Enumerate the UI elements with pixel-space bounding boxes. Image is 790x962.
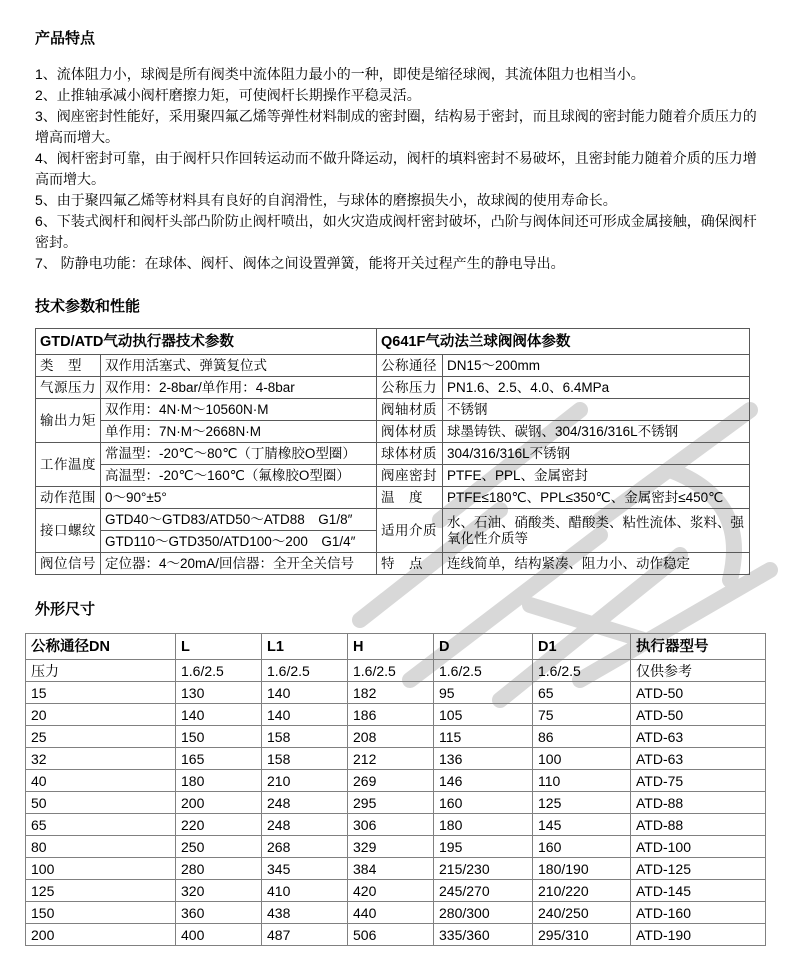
tech-section-title: 技术参数和性能 — [35, 298, 141, 315]
row-label-cell: 输出力矩 — [36, 399, 101, 443]
dim-cell: 208 — [348, 726, 434, 748]
tech-params-table — [35, 328, 750, 575]
dim-cell: 295/310 — [533, 924, 631, 946]
dim-cell: 130 — [176, 682, 262, 704]
dim-cell: ATD-75 — [631, 770, 766, 792]
dim-cell: 146 — [434, 770, 533, 792]
dim-cell: 360 — [176, 902, 262, 924]
value-cell: 双作用：4N·M～10560N·M — [101, 399, 377, 421]
dim-cell: 195 — [434, 836, 533, 858]
table-row — [26, 902, 766, 924]
dim-cell: 384 — [348, 858, 434, 880]
value-cell: 单作用：7N·M～2668N·M — [101, 421, 377, 443]
feature-item: 3、阀座密封性能好，采用聚四氟乙烯等弹性材料制成的密封圈，结构易于密封，而且球阀的密封能力随着介质压力的增高而增大。 — [35, 108, 757, 145]
dim-cell: ATD-100 — [631, 836, 766, 858]
table-row — [26, 792, 766, 814]
pressure-cell: 1.6/2.5 — [176, 660, 262, 682]
column-header: H — [348, 634, 434, 660]
table-row — [26, 682, 766, 704]
dim-cell: 248 — [262, 792, 348, 814]
dim-cell: 150 — [176, 726, 262, 748]
dim-cell: 212 — [348, 748, 434, 770]
dim-cell: 280/300 — [434, 902, 533, 924]
table-header-cell: GTD/ATD气动执行器技术参数 — [36, 329, 377, 355]
dim-cell: 245/270 — [434, 880, 533, 902]
dim-cell: 306 — [348, 814, 434, 836]
dim-cell: 329 — [348, 836, 434, 858]
value-cell: 不锈钢 — [443, 399, 750, 421]
row-label-cell: 阀体材质 — [377, 421, 443, 443]
dim-cell: 125 — [533, 792, 631, 814]
table-row — [26, 814, 766, 836]
pressure-cell: 仅供参考 — [631, 660, 766, 682]
dim-cell: 105 — [434, 704, 533, 726]
dim-cell: 180 — [176, 770, 262, 792]
dim-cell: ATD-63 — [631, 726, 766, 748]
dim-cell: 440 — [348, 902, 434, 924]
dn-cell: 100 — [26, 858, 176, 880]
dim-cell: 140 — [176, 704, 262, 726]
row-label-cell: 工作温度 — [36, 443, 101, 487]
dim-cell: 487 — [262, 924, 348, 946]
dim-cell: 140 — [262, 704, 348, 726]
dim-cell: 220 — [176, 814, 262, 836]
value-cell: 高温型：-20℃～160℃（氟橡胶O型圈） — [101, 465, 377, 487]
dim-cell: 100 — [533, 748, 631, 770]
table-header-row — [26, 634, 766, 660]
column-header: D1 — [533, 634, 631, 660]
dim-cell: ATD-50 — [631, 682, 766, 704]
table-row — [26, 770, 766, 792]
table-row — [26, 704, 766, 726]
dim-cell: 295 — [348, 792, 434, 814]
dn-cell: 15 — [26, 682, 176, 704]
dim-cell: ATD-88 — [631, 814, 766, 836]
dim-cell: ATD-63 — [631, 748, 766, 770]
value-cell: 球墨铸铁、碳钢、304/316/316L不锈钢 — [443, 421, 750, 443]
row-label-cell: 气源压力 — [36, 377, 101, 399]
pressure-cell: 1.6/2.5 — [348, 660, 434, 682]
feature-item: 5、由于聚四氟乙烯等材料具有良好的自润滑性，与球体的磨擦损失小，故球阀的使用寿命长。 — [35, 192, 617, 208]
dim-cell: ATD-145 — [631, 880, 766, 902]
dn-cell: 32 — [26, 748, 176, 770]
dim-cell: 158 — [262, 726, 348, 748]
table-row — [26, 858, 766, 880]
table-row — [26, 726, 766, 748]
feature-item: 7、 防静电功能：在球体、阀杆、阀体之间设置弹簧，能将开关过程产生的静电导出。 — [35, 255, 565, 271]
pressure-cell: 1.6/2.5 — [262, 660, 348, 682]
table-row — [36, 487, 750, 509]
value-cell: 双作用：2-8bar/单作用：4-8bar — [101, 377, 377, 399]
features-list — [35, 64, 760, 274]
dim-cell: 165 — [176, 748, 262, 770]
dim-cell: ATD-125 — [631, 858, 766, 880]
table-row — [36, 465, 750, 487]
features-section-title: 产品特点 — [35, 30, 96, 47]
dim-cell: 335/360 — [434, 924, 533, 946]
row-label-cell: 球体材质 — [377, 443, 443, 465]
column-header: 公称通径DN — [26, 634, 176, 660]
table-header-row — [36, 329, 750, 355]
dim-cell: 200 — [176, 792, 262, 814]
dim-cell: 410 — [262, 880, 348, 902]
dim-cell: 180/190 — [533, 858, 631, 880]
pressure-row — [26, 660, 766, 682]
dim-cell: 110 — [533, 770, 631, 792]
column-header: D — [434, 634, 533, 660]
dim-cell: 160 — [533, 836, 631, 858]
dn-cell: 80 — [26, 836, 176, 858]
dn-cell: 125 — [26, 880, 176, 902]
value-cell: GTD110～GTD350/ATD100～200 G1/4″ — [101, 531, 377, 553]
column-header: L1 — [262, 634, 348, 660]
feature-item: 6、下装式阀杆和阀杆头部凸阶防止阀杆喷出，如火灾造成阀杆密封破坏，凸阶与阀体间还可形成金属接触，确保阀杆密封。 — [35, 213, 757, 250]
dim-cell: 438 — [262, 902, 348, 924]
dn-cell: 200 — [26, 924, 176, 946]
dim-cell: 160 — [434, 792, 533, 814]
dim-cell: 180 — [434, 814, 533, 836]
value-cell: GTD40～GTD83/ATD50～ATD88 G1/8″ — [101, 509, 377, 531]
table-row — [26, 880, 766, 902]
dim-cell: ATD-190 — [631, 924, 766, 946]
dim-cell: 400 — [176, 924, 262, 946]
table-row — [36, 355, 750, 377]
dim-cell: ATD-160 — [631, 902, 766, 924]
value-cell: 连线简单，结构紧凑、阻力小、动作稳定 — [443, 553, 750, 575]
dim-cell: 75 — [533, 704, 631, 726]
value-cell: 双作用活塞式、弹簧复位式 — [101, 355, 377, 377]
table-row — [26, 924, 766, 946]
feature-item: 4、阀杆密封可靠，由于阀杆只作回转运动而不做升降运动，阀杆的填料密封不易破坏，且密封能力随着介质的压力增高而增大。 — [35, 150, 757, 187]
dim-cell: 269 — [348, 770, 434, 792]
row-label-cell: 温 度 — [377, 487, 443, 509]
table-row — [26, 748, 766, 770]
table-row — [36, 553, 750, 575]
table-row — [36, 509, 750, 531]
row-label-cell: 公称通径 — [377, 355, 443, 377]
value-cell: 定位器：4～20mA/回信器：全开全关信号 — [101, 553, 377, 575]
dim-cell: 95 — [434, 682, 533, 704]
dn-cell: 65 — [26, 814, 176, 836]
value-cell: 水、石油、硝酸类、醋酸类、粘性流体、浆料、强氧化性介质等 — [443, 509, 750, 553]
table-row — [36, 421, 750, 443]
dim-cell: 115 — [434, 726, 533, 748]
value-cell: DN15～200mm — [443, 355, 750, 377]
dn-cell: 150 — [26, 902, 176, 924]
value-cell: PTFE≤180℃、PPL≤350℃、金属密封≤450℃ — [443, 487, 750, 509]
dn-cell: 25 — [26, 726, 176, 748]
dim-cell: 420 — [348, 880, 434, 902]
dim-cell: 65 — [533, 682, 631, 704]
dims-section-title: 外形尺寸 — [35, 601, 96, 618]
value-cell: 常温型：-20℃～80℃（丁腈橡胶O型圈） — [101, 443, 377, 465]
dim-cell: 182 — [348, 682, 434, 704]
pressure-cell: 1.6/2.5 — [533, 660, 631, 682]
dn-cell: 40 — [26, 770, 176, 792]
dim-cell: 210 — [262, 770, 348, 792]
dim-cell: 140 — [262, 682, 348, 704]
table-header-cell: Q641F气动法兰球阀阀体参数 — [377, 329, 750, 355]
table-row — [26, 836, 766, 858]
table-row — [36, 443, 750, 465]
dim-cell: ATD-50 — [631, 704, 766, 726]
row-label-cell: 阀座密封 — [377, 465, 443, 487]
dim-cell: 268 — [262, 836, 348, 858]
row-label-cell: 接口螺纹 — [36, 509, 101, 553]
pressure-cell: 压力 — [26, 660, 176, 682]
dim-cell: 215/230 — [434, 858, 533, 880]
value-cell: PN1.6、2.5、4.0、6.4MPa — [443, 377, 750, 399]
dn-cell: 20 — [26, 704, 176, 726]
feature-item: 2、止推轴承减小阀杆磨擦力矩，可使阀杆长期操作平稳灵活。 — [35, 87, 421, 103]
row-label-cell: 公称压力 — [377, 377, 443, 399]
dimensions-table — [25, 633, 766, 946]
dim-cell: 320 — [176, 880, 262, 902]
column-header: 执行器型号 — [631, 634, 766, 660]
row-label-cell: 特 点 — [377, 553, 443, 575]
dim-cell: 345 — [262, 858, 348, 880]
row-label-cell: 阀位信号 — [36, 553, 101, 575]
dim-cell: ATD-88 — [631, 792, 766, 814]
dim-cell: 210/220 — [533, 880, 631, 902]
row-label-cell: 动作范围 — [36, 487, 101, 509]
pressure-cell: 1.6/2.5 — [434, 660, 533, 682]
dim-cell: 136 — [434, 748, 533, 770]
dim-cell: 86 — [533, 726, 631, 748]
dim-cell: 248 — [262, 814, 348, 836]
value-cell: 0～90°±5° — [101, 487, 377, 509]
dn-cell: 50 — [26, 792, 176, 814]
dim-cell: 240/250 — [533, 902, 631, 924]
dim-cell: 250 — [176, 836, 262, 858]
row-label-cell: 阀轴材质 — [377, 399, 443, 421]
value-cell: 304/316/316L不锈钢 — [443, 443, 750, 465]
column-header: L — [176, 634, 262, 660]
dim-cell: 145 — [533, 814, 631, 836]
row-label-cell: 类 型 — [36, 355, 101, 377]
feature-item: 1、流体阻力小，球阀是所有阀类中流体阻力最小的一种，即使是缩径球阀，其流体阻力也相当小。 — [35, 66, 645, 82]
table-row — [36, 399, 750, 421]
value-cell: PTFE、PPL、金属密封 — [443, 465, 750, 487]
table-row — [36, 377, 750, 399]
dim-cell: 158 — [262, 748, 348, 770]
row-label-cell: 适用介质 — [377, 509, 443, 553]
dim-cell: 280 — [176, 858, 262, 880]
dim-cell: 186 — [348, 704, 434, 726]
dim-cell: 506 — [348, 924, 434, 946]
